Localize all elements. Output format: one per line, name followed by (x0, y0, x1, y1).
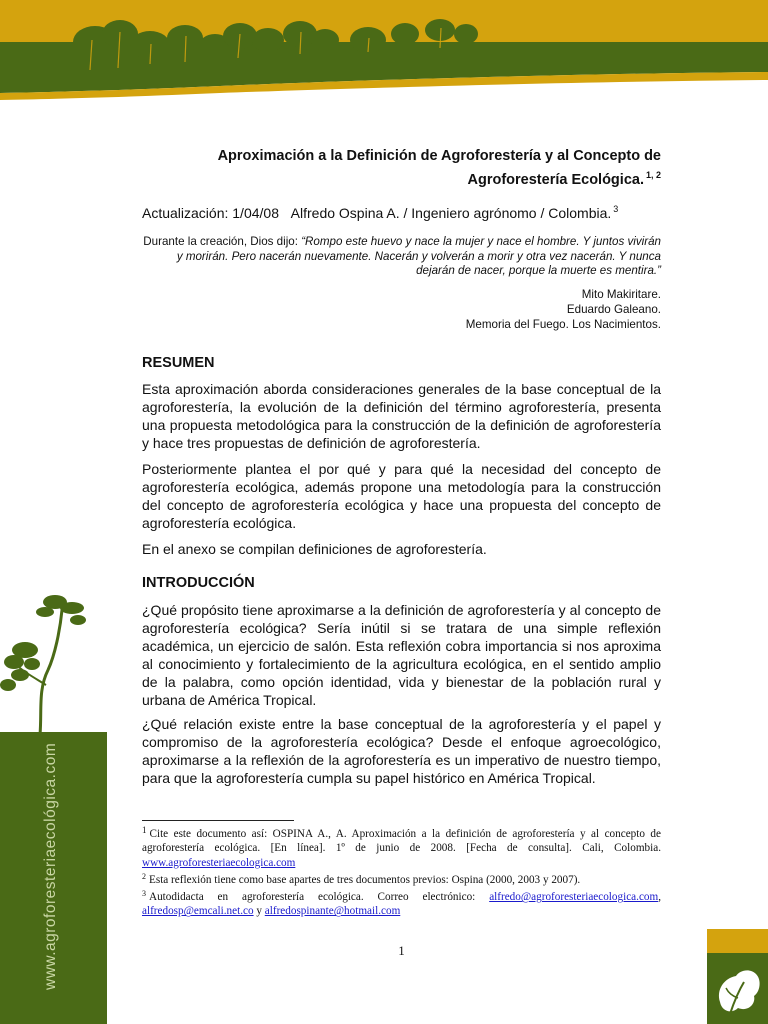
footnote-3-sep-1: , (658, 891, 661, 904)
plant-icon (0, 590, 110, 740)
footnotes (142, 823, 661, 919)
footnote-3 (142, 887, 661, 919)
header-banner (0, 0, 768, 110)
resumen-heading: RESUMEN (142, 355, 215, 371)
email-link-2[interactable]: alfredosp@emcali.net.co (142, 905, 254, 918)
corner-gold-block (707, 929, 768, 953)
title-line-2-text: Agroforestería Ecológica. (467, 172, 644, 188)
author-line: Alfredo Ospina A. / Ingeniero agrónomo / Colombia. (290, 205, 612, 221)
introduccion-heading: INTRODUCCIÓN (142, 575, 255, 591)
tree-line-icon (0, 0, 768, 110)
footnote-2 (142, 870, 661, 887)
email-link-1[interactable]: alfredo@agroforesteriaecologica.com (489, 891, 659, 904)
leaf-logo-icon (710, 962, 766, 1018)
footnote-3-number: 3 (142, 889, 146, 899)
attribution-line: Memoria del Fuego. Los Nacimientos. (465, 317, 661, 331)
attribution-line: Eduardo Galeano. (566, 302, 661, 316)
intro-paragraph-1: ¿Qué propósito tiene aproximarse a la definición de agroforestería y al concepto de agroforestería ecológica? Sería inútil si se tratara de una simple reflexión académica, un ejercicio de salón. Esta reflexión cobra importancia si nos aproxima al conocimiento y fortalecimiento de la agricultura ecológica, en el sentido amplio de la palabra, como opción identidad, vida y bienestar de la población rural y urbana de América Tropical. (142, 602, 661, 708)
resumen-paragraph-3: En el anexo se compilan definiciones de agroforestería. (142, 541, 487, 557)
quote-text: “Rompo este huevo y nace la mujer y nace el hombre. Y juntos vivirán y morirán. Pero nacerán nuevamente. Nacerán y volverán a morir y otra vez nacerán. Y nunca dejarán de nacer, porque la muerte es mentira.” (176, 235, 661, 278)
footnote-separator (142, 820, 294, 821)
footnote-1-text: Cite este documento así: OSPINA A., A. Aproximación a la definición de agroforestería y al concepto de agroforestería ecológica. [En línea]. 1º de junio de 2008. [Fecha de consulta]. Cali, Colombia. (142, 828, 661, 855)
resumen-paragraph-2: Posteriormente plantea el por qué y para qué la necesidad del concepto de agroforestería ecológica, además propone una metodología para la construcción del concepto de agroforestería ecológica y hace una propuesta del concepto de agroforestería ecológica. (142, 461, 661, 531)
quote-intro: Durante la creación, Dios dijo: (143, 235, 298, 248)
attribution-line: Mito Makiritare. (581, 288, 661, 301)
update-date: Actualización: 1/04/08 (142, 205, 279, 221)
footnote-3-text: Autodidacta en agroforestería ecológica. Correo electrónico: (149, 891, 476, 904)
footnote-1-link[interactable]: www.agroforesteriaecologica.com (142, 856, 296, 869)
title-line-2 (142, 166, 661, 190)
author-footnote-ref: 3 (613, 204, 619, 214)
sidebar-url-text: www.agroforesteriaecológica.com (42, 742, 59, 990)
footnote-2-number: 2 (142, 871, 146, 881)
footnote-3-sep-2: y (256, 905, 262, 918)
page-number: 1 (398, 943, 405, 958)
footnote-1 (142, 823, 661, 870)
epigraph-quote (142, 235, 661, 279)
intro-paragraph-2: ¿Qué relación existe entre la base conceptual de la agroforestería y el papel y compromiso de la agroforestería ecológica? Desde el enfoque agroecológico, aproximarse a la reflexión de la agroforestería es un imperativo de nuestro tiempo, para que la agroforestería cumpla su papel histórico en América Tropical. (142, 716, 661, 786)
document-title (142, 147, 661, 190)
title-line-1: Aproximación a la Definición de Agroforestería y al Concepto de (217, 148, 661, 164)
footnote-1-number: 1 (142, 825, 147, 835)
resumen-paragraph-1: Esta aproximación aborda consideraciones generales de la base conceptual de la agroforestería, la evolución de la definición del término agroforestería, presenta una propuesta metodológica para la construcción de la definición de agroforestería y hace tres propuestas de definición de agroforestería. (142, 381, 661, 451)
email-link-3[interactable]: alfredospinante@hotmail.com (264, 905, 401, 918)
epigraph-attribution (142, 288, 661, 332)
footnote-2-text: Esta reflexión tiene como base apartes de tres documentos previos: Ospina (2000, 2003 y 2007). (149, 873, 581, 886)
document-meta (142, 200, 661, 222)
title-footnote-refs: 1, 2 (645, 170, 661, 180)
